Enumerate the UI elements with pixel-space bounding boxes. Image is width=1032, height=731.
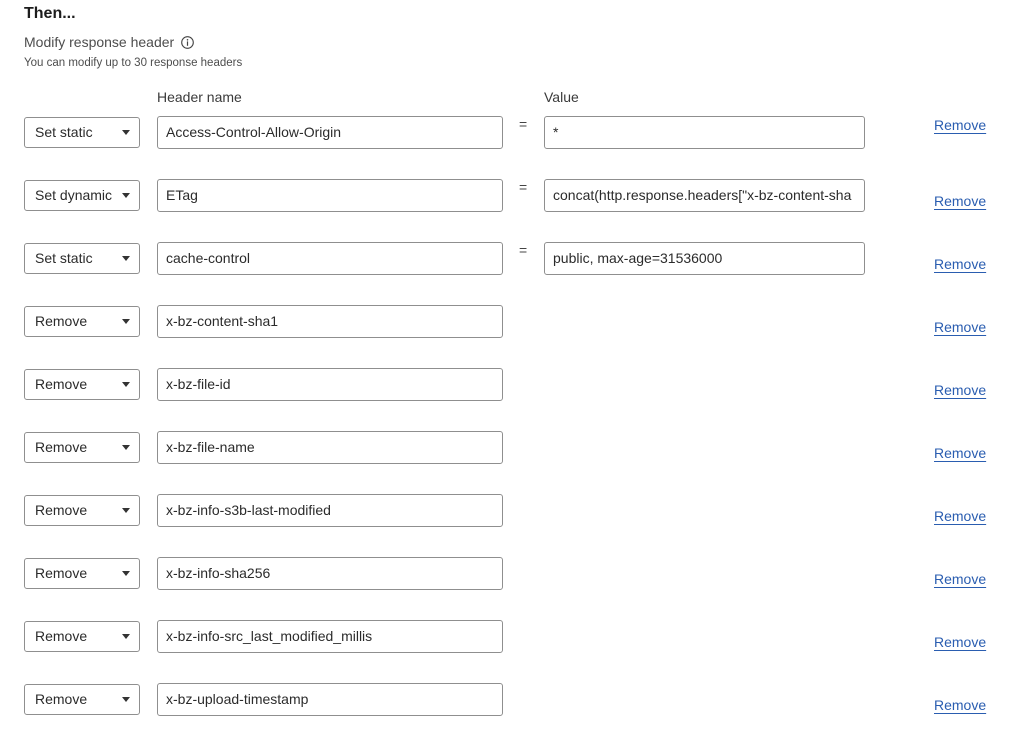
header-name-input[interactable]: x-bz-file-id (157, 368, 503, 401)
header-rule-row (0, 179, 1032, 213)
operation-select[interactable] (24, 117, 140, 148)
remove-row-link[interactable]: Remove (934, 117, 987, 133)
value-column-label: Value (544, 89, 579, 105)
remove-row-link[interactable]: Remove (934, 697, 987, 713)
header-value-input[interactable]: * (544, 116, 865, 149)
operation-select-value: Set dynamic (35, 187, 113, 203)
remove-row-link[interactable]: Remove (934, 634, 987, 650)
header-value-input[interactable]: concat(http.response.headers["x-bz-content-sha (544, 179, 865, 212)
remove-row-link[interactable]: Remove (934, 571, 987, 587)
operation-select-value: Remove (35, 439, 88, 455)
limit-hint: You can modify up to 30 response headers (24, 57, 243, 69)
chevron-down-icon (122, 508, 130, 513)
remove-row-link[interactable]: Remove (934, 193, 987, 209)
remove-row-link[interactable]: Remove (934, 319, 987, 335)
operation-select[interactable] (24, 495, 140, 526)
info-icon[interactable] (181, 36, 194, 49)
header-rule-row (0, 305, 1032, 339)
operation-select[interactable] (24, 369, 140, 400)
chevron-down-icon (122, 193, 130, 198)
header-rule-row (0, 620, 1032, 654)
operation-select-value: Set static (35, 124, 93, 140)
header-name-input[interactable]: x-bz-upload-timestamp (157, 683, 503, 716)
operation-select[interactable] (24, 306, 140, 337)
section-subtitle (24, 34, 194, 50)
chevron-down-icon (122, 319, 130, 324)
operation-select[interactable] (24, 243, 140, 274)
equals-sign: = (519, 179, 528, 195)
chevron-down-icon (122, 697, 130, 702)
operation-select-value: Remove (35, 691, 88, 707)
operation-select-value: Remove (35, 502, 88, 518)
operation-select[interactable] (24, 684, 140, 715)
operation-select[interactable] (24, 180, 140, 211)
chevron-down-icon (122, 130, 130, 135)
operation-select-value: Remove (35, 313, 88, 329)
remove-row-link[interactable]: Remove (934, 382, 987, 398)
header-name-input[interactable]: x-bz-info-s3b-last-modified (157, 494, 503, 527)
header-rule-row (0, 368, 1032, 402)
header-rule-row (0, 116, 1032, 150)
header-name-input[interactable]: x-bz-info-src_last_modified_millis (157, 620, 503, 653)
operation-select-value: Remove (35, 565, 88, 581)
header-value-input[interactable]: public, max-age=31536000 (544, 242, 865, 275)
header-name-input[interactable]: x-bz-content-sha1 (157, 305, 503, 338)
equals-sign: = (519, 242, 528, 258)
remove-row-link[interactable]: Remove (934, 445, 987, 461)
section-title: Then... (24, 5, 76, 22)
header-name-input[interactable]: x-bz-info-sha256 (157, 557, 503, 590)
chevron-down-icon (122, 445, 130, 450)
header-rule-row (0, 431, 1032, 465)
operation-select[interactable] (24, 432, 140, 463)
header-rule-row (0, 683, 1032, 717)
chevron-down-icon (122, 382, 130, 387)
chevron-down-icon (122, 634, 130, 639)
header-rule-row (0, 557, 1032, 591)
header-rule-row (0, 242, 1032, 276)
remove-row-link[interactable]: Remove (934, 256, 987, 272)
subtitle-label: Modify response header (24, 34, 175, 50)
operation-select-value: Set static (35, 250, 93, 266)
operation-select[interactable] (24, 558, 140, 589)
header-name-input[interactable]: cache-control (157, 242, 503, 275)
operation-select-value: Remove (35, 376, 88, 392)
header-name-input[interactable]: ETag (157, 179, 503, 212)
remove-row-link[interactable]: Remove (934, 508, 987, 524)
chevron-down-icon (122, 256, 130, 261)
header-name-input[interactable]: x-bz-file-name (157, 431, 503, 464)
header-rule-row (0, 494, 1032, 528)
operation-select[interactable] (24, 621, 140, 652)
equals-sign: = (519, 116, 528, 132)
operation-select-value: Remove (35, 628, 88, 644)
header-name-input[interactable]: Access-Control-Allow-Origin (157, 116, 503, 149)
header-name-column-label: Header name (157, 89, 242, 105)
chevron-down-icon (122, 571, 130, 576)
